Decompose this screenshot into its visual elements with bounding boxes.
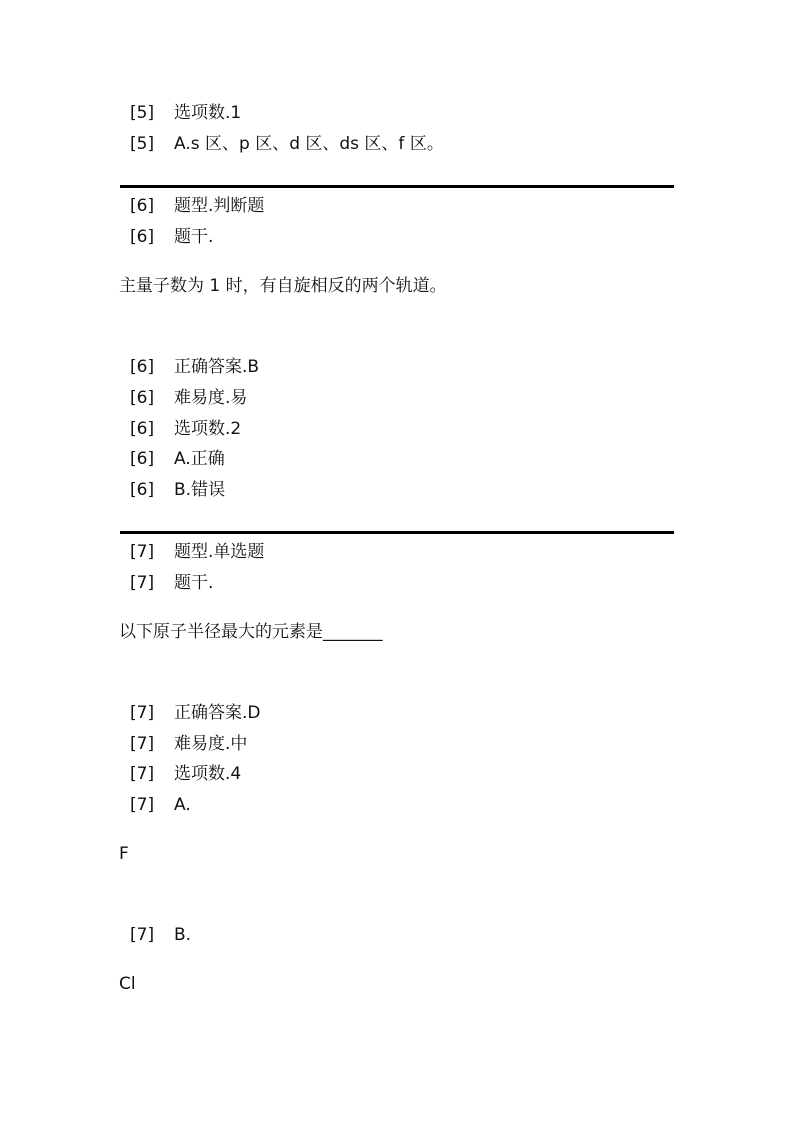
option-a-text: A.s 区、p 区、d 区、ds 区、f 区。: [174, 134, 444, 154]
question-number: [5]: [130, 103, 155, 123]
question-type-value: 题型.单选题: [174, 542, 265, 562]
question-stem: 以下原子半径最大的元素是_______: [119, 622, 383, 642]
question-type-value: 题型.判断题: [174, 196, 265, 216]
difficulty-value: 难易度.易: [174, 388, 248, 408]
option-a-text: A.正确: [174, 449, 225, 469]
question-number: [6]: [130, 196, 155, 216]
difficulty-value: 难易度.中: [174, 734, 248, 754]
question-divider: [120, 185, 674, 188]
question-number: [6]: [130, 227, 155, 247]
option-count-value: 选项数.4: [174, 764, 242, 784]
question-number: [6]: [130, 449, 155, 469]
stem-label: 题干.: [174, 573, 214, 593]
question-number: [6]: [130, 419, 155, 439]
question-number: [7]: [130, 925, 155, 945]
option-b-label: B.: [174, 925, 192, 945]
option-b-text: B.错误: [174, 480, 226, 500]
option-count-value: 选项数.1: [174, 103, 242, 123]
stem-label: 题干.: [174, 227, 214, 247]
question-number: [7]: [130, 764, 155, 784]
question-number: [6]: [130, 480, 155, 500]
question-number: [5]: [130, 134, 155, 154]
question-divider: [120, 531, 674, 534]
question-number: [7]: [130, 542, 155, 562]
question-number: [6]: [130, 388, 155, 408]
option-count-value: 选项数.2: [174, 419, 242, 439]
question-number: [7]: [130, 573, 155, 593]
question-stem: 主量子数为 1 时，有自旋相反的两个轨道。: [119, 276, 447, 296]
correct-answer-value: 正确答案.D: [174, 703, 261, 723]
option-b-content: Cl: [119, 974, 136, 994]
question-number: [7]: [130, 734, 155, 754]
option-a-content: F: [119, 844, 129, 864]
option-a-label: A.: [174, 795, 191, 815]
correct-answer-value: 正确答案.B: [174, 357, 260, 377]
question-number: [6]: [130, 357, 155, 377]
question-number: [7]: [130, 795, 155, 815]
question-number: [7]: [130, 703, 155, 723]
